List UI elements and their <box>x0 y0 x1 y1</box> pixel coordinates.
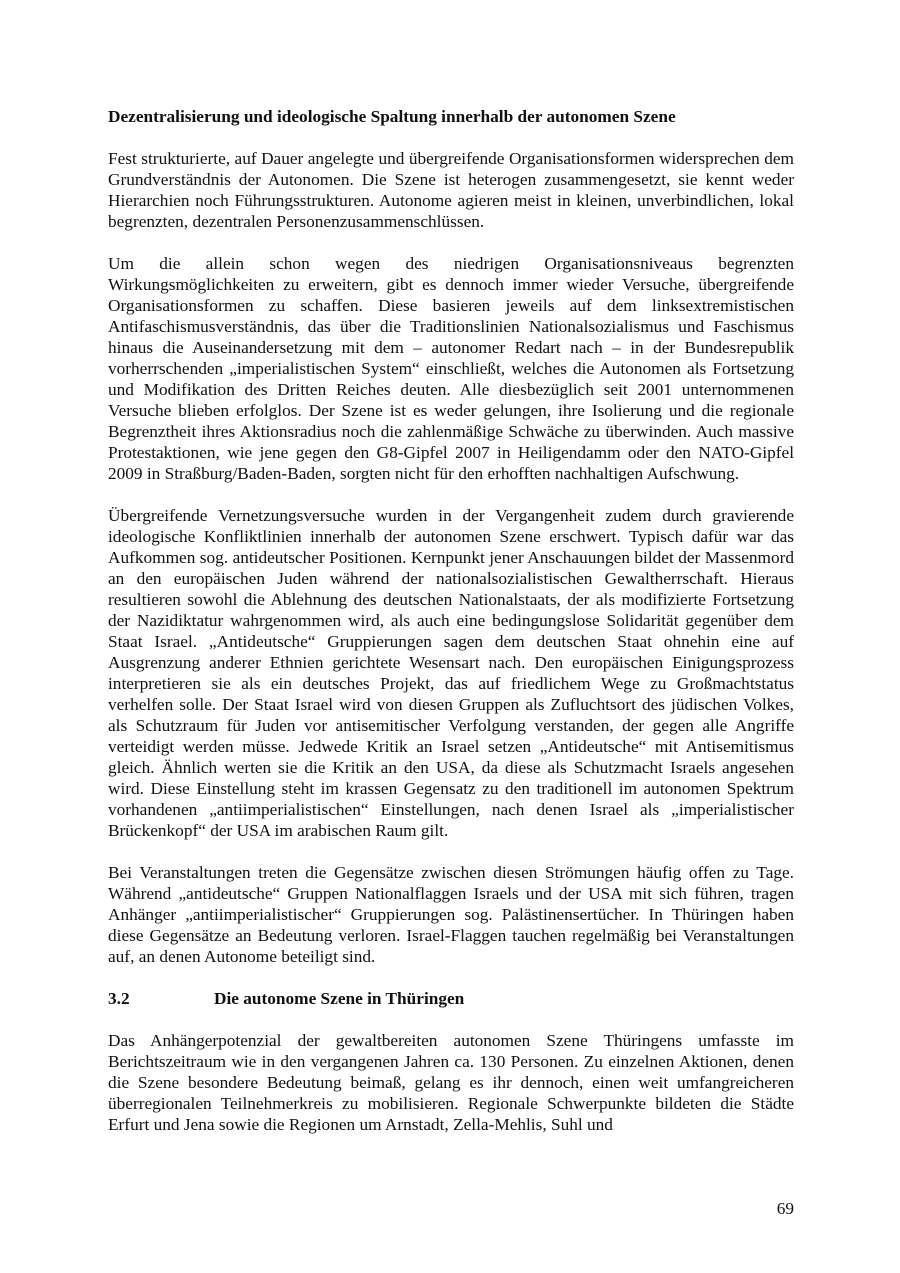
paragraph-3: Übergreifende Vernetzungsversuche wurden in der Vergangenheit zudem durch gravierende ideologische Konfliktlinien innerhalb der autonomen Szene erschwert. Typisch dafür war das Aufkommen sog. antideutscher Positionen. Kernpunkt jener Anschauungen bildet der Massenmord an den europäischen Juden während der nationalsozialistischen Gewaltherrschaft. Hieraus resultieren sowohl die Ablehnung des deutschen Nationalstaats, der als modifizierte Fortsetzung der Nazidiktatur wahrgenommen wird, als auch eine bedingungslose Solidarität gegenüber dem Staat Israel. „Antideutsche“ Gruppierungen sagen dem deutschen Staat ohnehin eine auf Ausgrenzung anderer Ethnien gerichtete Wesensart nach. Den europäischen Einigungsprozess interpretieren sie als ein deutsches Projekt, das auf friedlichem Wege zu Großmachtstatus verhelfen solle. Der Staat Israel wird von diesen Gruppen als Zufluchtsort des jüdischen Volkes, als Schutzraum für Juden vor antisemitischer Verfolgung verstanden, der gegen alle Angriffe verteidigt werden müsse. Jedwede Kritik an Israel setzen „Antideutsche“ mit Antisemitismus gleich. Ähnlich werten sie die Kritik an den USA, da diese als Schutzmacht Israels angesehen wird. Diese Einstellung steht im krassen Gegensatz zu den traditionell im autonomen Spektrum vorhandenen „antiimperialistischen“ Einstellungen, nach denen Israel als „imperialistischer Brückenkopf“ der USA im arabischen Raum gilt. <box>108 506 794 840</box>
document-heading: Dezentralisierung und ideologische Spaltung innerhalb der autonomen Szene <box>108 107 676 126</box>
page-number: 69 <box>776 1199 794 1218</box>
section-number: 3.2 <box>108 989 130 1008</box>
section-title: Die autonome Szene in Thüringen <box>214 989 465 1008</box>
section-paragraph-1: Das Anhängerpotenzial der gewaltbereiten autonomen Szene Thüringens umfasste im Berichtszeitraum wie in den vergangenen Jahren ca. 130 Personen. Zu einzelnen Aktionen, denen die Szene besondere Bedeutung beimaß, gelang es ihr dennoch, einen weit umfangreicheren überregionalen Teilnehmerkreis zu mobilisieren. Regionale Schwerpunkte bildeten die Städte Erfurt und Jena sowie die Regionen um Arnstadt, Zella-Mehlis, Suhl und <box>108 1031 794 1134</box>
paragraph-1: Fest strukturierte, auf Dauer angelegte und übergreifende Organisationsformen widersprechen dem Grundverständnis der Autonomen. Die Szene ist heterogen zusammengesetzt, sie kennt weder Hierarchien noch Führungsstrukturen. Autonome agieren meist in kleinen, unverbindlichen, lokal begrenzten, dezentralen Personenzusammenschlüssen. <box>108 149 794 231</box>
paragraph-4: Bei Veranstaltungen treten die Gegensätze zwischen diesen Strömungen häufig offen zu Tage. Während „antideutsche“ Gruppen Nationalflaggen Israels und der USA mit sich führen, tragen Anhänger „antiimperialistischer“ Gruppierungen sog. Palästinensertücher. In Thüringen haben diese Gegensätze an Bedeutung verloren. Israel-Flaggen tauchen regelmäßig bei Veranstaltungen auf, an denen Autonome beteiligt sind. <box>108 863 794 966</box>
section-heading <box>108 988 794 1009</box>
paragraph-2: Um die allein schon wegen des niedrigen Organisationsniveaus begrenzten Wirkungsmöglichkeiten zu erweitern, gibt es dennoch immer wieder Versuche, übergreifende Organisationsformen zu schaffen. Diese basieren jeweils auf dem linksextremistischen Antifaschismusverständnis, das über die Traditionslinien Nationalsozialismus und Faschismus hinaus die Auseinandersetzung mit dem – autonomer Redart nach – in der Bundesrepublik vorherrschenden „imperialistischen System“ einschließt, welches die Autonomen als Fortsetzung und Modifikation des Dritten Reiches deuten. Alle diesbezüglich seit 2001 unternommenen Versuche blieben erfolglos. Der Szene ist es weder gelungen, ihre Isolierung und die regionale Begrenztheit ihres Aktionsradius noch die zahlenmäßige Schwäche zu überwinden. Auch massive Protestaktionen, wie jene gegen den G8-Gipfel 2007 in Heiligendamm oder den NATO-Gipfel 2009 in Straßburg/Baden-Baden, sorgten nicht für den erhofften nachhaltigen Aufschwung. <box>108 254 794 483</box>
document-page <box>108 106 794 1156</box>
